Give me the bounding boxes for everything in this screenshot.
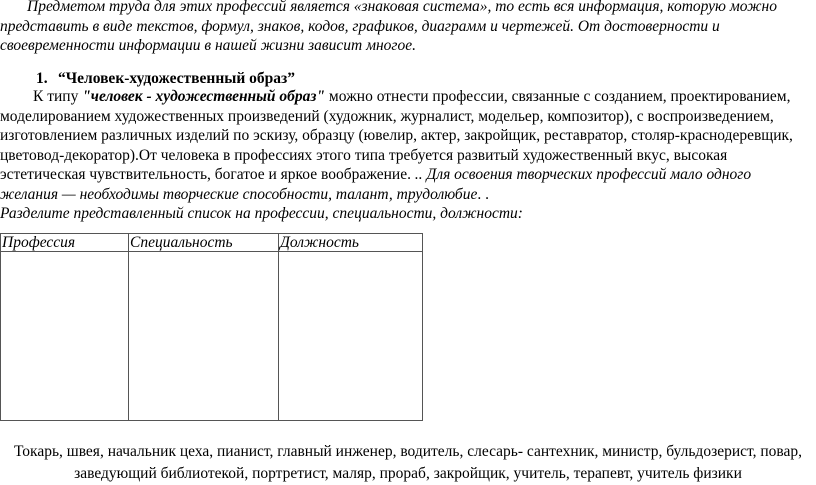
section-heading: [36, 69, 736, 89]
body-main: можно отнести профессии, связанные с созданием, проектированием, моделированием художественных произведений (художник, журналист, модельер, композитор), с воспроизведением, изготовлением различных изделий по эскизу, образцу (ювелир, актер, закройщик, реставратор, столяр-краснодеревщик, цветовод-декоратор).От человека в профессиях этого типа требуется развитый художественный вкус, высокая эстетическая чувствительность, богатое и яркое воображение.: [0, 88, 793, 183]
classification-table: [0, 233, 423, 421]
body-italic: .. Для освоения творческих профессий мало одного желания — необходимы творческие способности, талант, трудолюбие: [0, 166, 752, 203]
intro-paragraph: Предметом труда для этих профессий является «знаковая система», то есть вся информация, которую можно представить в виде текстов, формул, знаков, кодов, графиков, диаграмм и чертежей. От достоверности и своевременности информации в нашей жизни зависит многое.: [0, 0, 777, 54]
table-row: [1, 252, 423, 421]
header-position: Должность: [279, 234, 423, 252]
section-number: 1.: [36, 70, 48, 87]
table-header-row: [1, 234, 423, 252]
body-end: . .: [477, 185, 489, 203]
body-term: "человек - художественный образ": [82, 88, 326, 105]
word-list-line: Токарь, швея, начальник цеха, пианист, главный инженер, водитель, слесарь- сантехник, министр, бульдозерист, повар,: [13, 443, 803, 460]
body-start: К типу: [33, 88, 83, 105]
cell-profession[interactable]: [1, 252, 129, 421]
word-list: [0, 441, 816, 485]
cell-position[interactable]: [279, 252, 423, 421]
header-specialty: Специальность: [129, 234, 279, 252]
word-list-line: заведующий библиотекой, портретист, маляр, прораб, закройщик, учитель, терапевт, учитель физики: [74, 465, 742, 482]
task-instruction: Разделите представленный список на профессии, специальности, должности:: [0, 205, 523, 222]
section-body: [0, 87, 812, 204]
section-title: “Человек-художественный образ”: [58, 70, 296, 87]
cell-specialty[interactable]: [129, 252, 279, 421]
header-profession: Профессия: [1, 234, 129, 252]
